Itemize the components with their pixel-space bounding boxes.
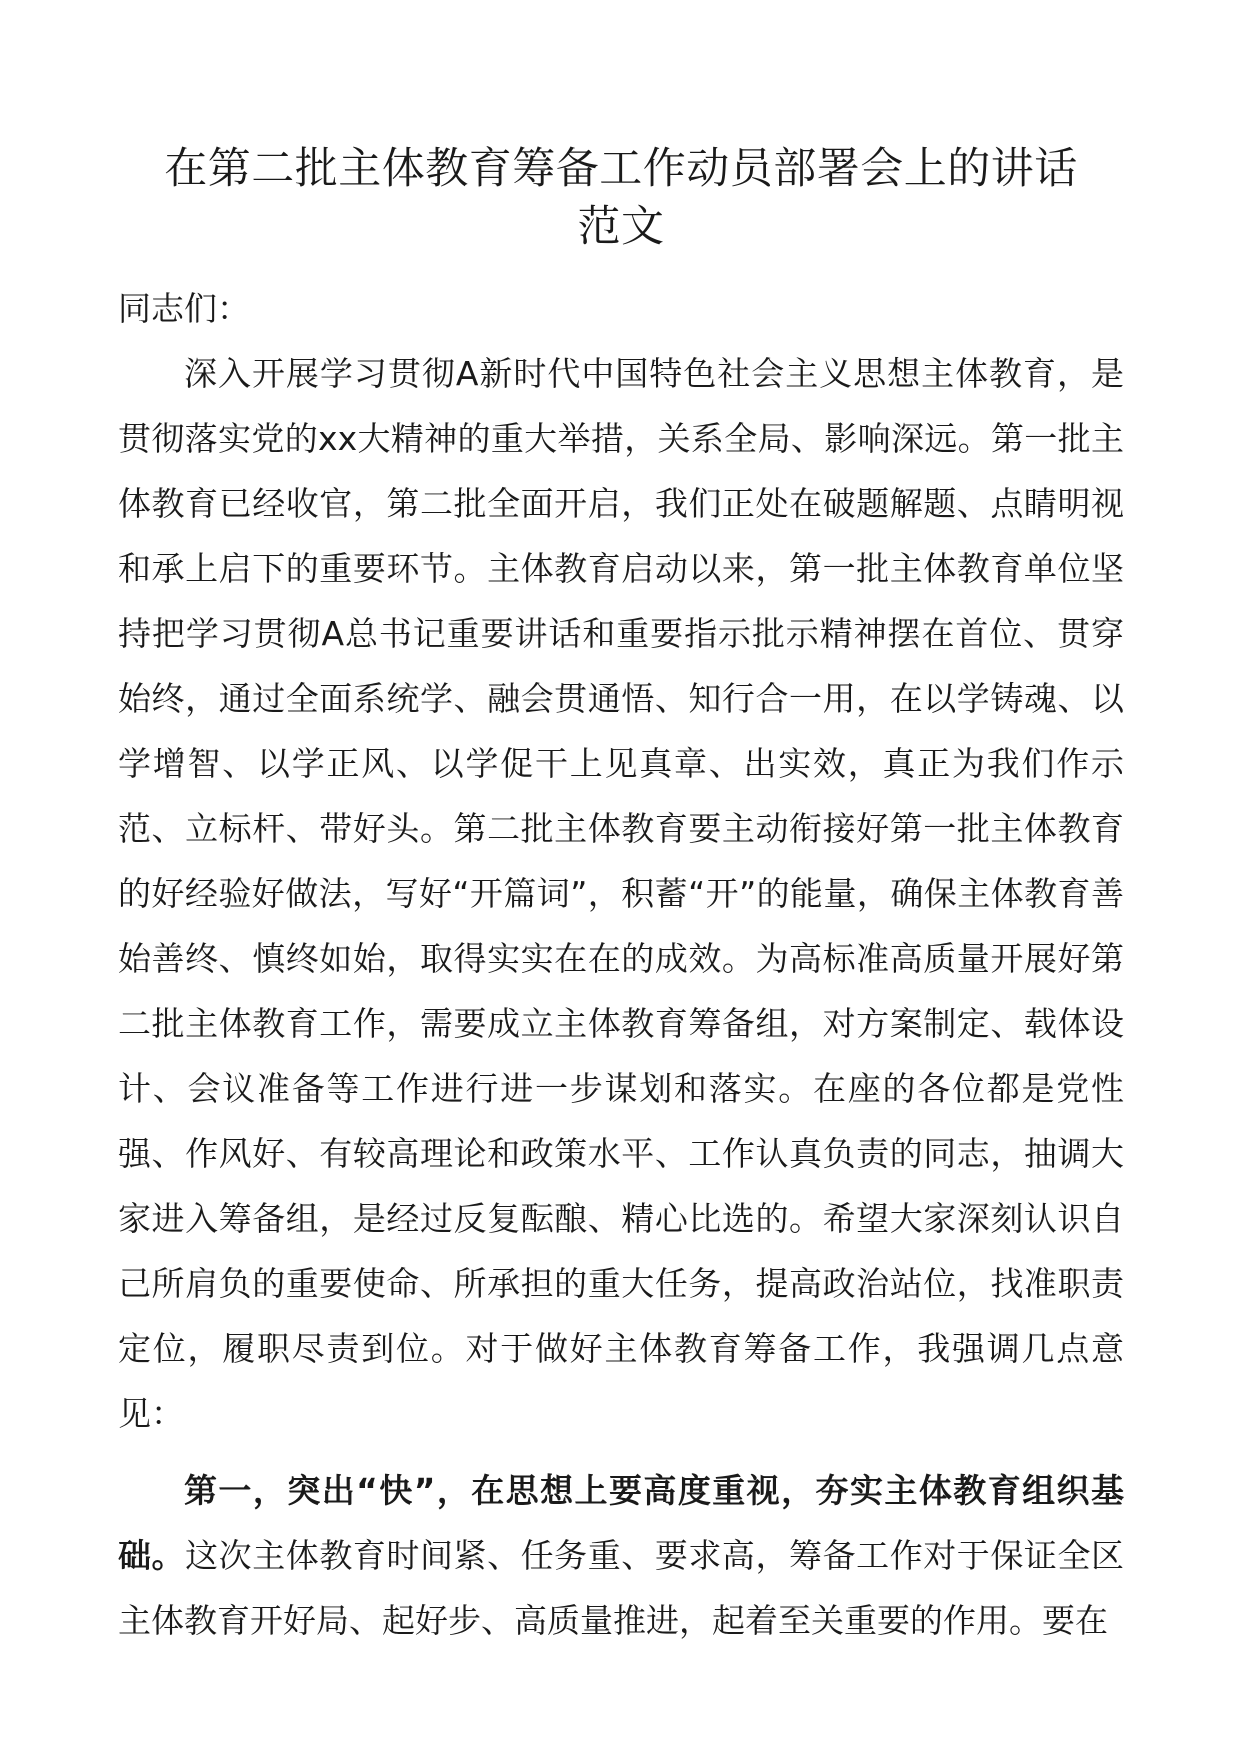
salutation: 同志们： — [118, 289, 250, 328]
document-title — [118, 140, 1124, 256]
title-line-2: 范文 — [577, 202, 665, 252]
section-heading-first: 第一，突出“快”，在思想上要高度重视，夯实主体教育组织基础。 — [118, 1471, 1124, 1575]
title-line-1: 在第二批主体教育筹备工作动员部署会上的讲话 — [164, 144, 1078, 194]
body-paragraph-1: 深入开展学习贯彻A新时代中国特色社会主义思想主体教育，是贯彻落实党的xx大精神的重大举措，关系全局、影响深远。第一批主体教育已经收官，第二批全面开启，我们正处在破题解题、点睛明视和承上启下的重要环节。主体教育启动以来，第一批主体教育单位坚持把学习贯彻A总书记重要讲话和重要指示批示精神摆在首位、贯穿始终，通过全面系统学、融会贯通悟、知行合一用，在以学铸魂、以学增智、以学正风、以学促干上见真章、出实效，真正为我们作示范、立标杆、带好头。第二批主体教育要主动衔接好第一批主体教育的好经验好做法，写好“开篇词”，积蓄“开”的能量，确保主体教育善始善终、慎终如始，取得实实在在的成效。为高标准高质量开展好第二批主体教育工作，需要成立主体教育筹备组，对方案制定、载体设计、会议准备等工作进行进一步谋划和落实。在座的各位都是党性强、作风好、有较高理论和政策水平、工作认真负责的同志，抽调大家进入筹备组，是经过反复酝酿、精心比选的。希望大家深刻认识自己所肩负的重要使命、所承担的重大任务，提高政治站位，找准职责定位，履职尽责到位。对于做好主体教育筹备工作，我强调几点意见： — [118, 354, 1124, 1433]
body-paragraph-2 — [118, 1458, 1124, 1653]
section-body-first: 这次主体教育时间紧、任务重、要求高，筹备工作对于保证全区主体教育开好局、起好步、高质量推进，起着至关重要的作用。要在 — [118, 1536, 1125, 1640]
